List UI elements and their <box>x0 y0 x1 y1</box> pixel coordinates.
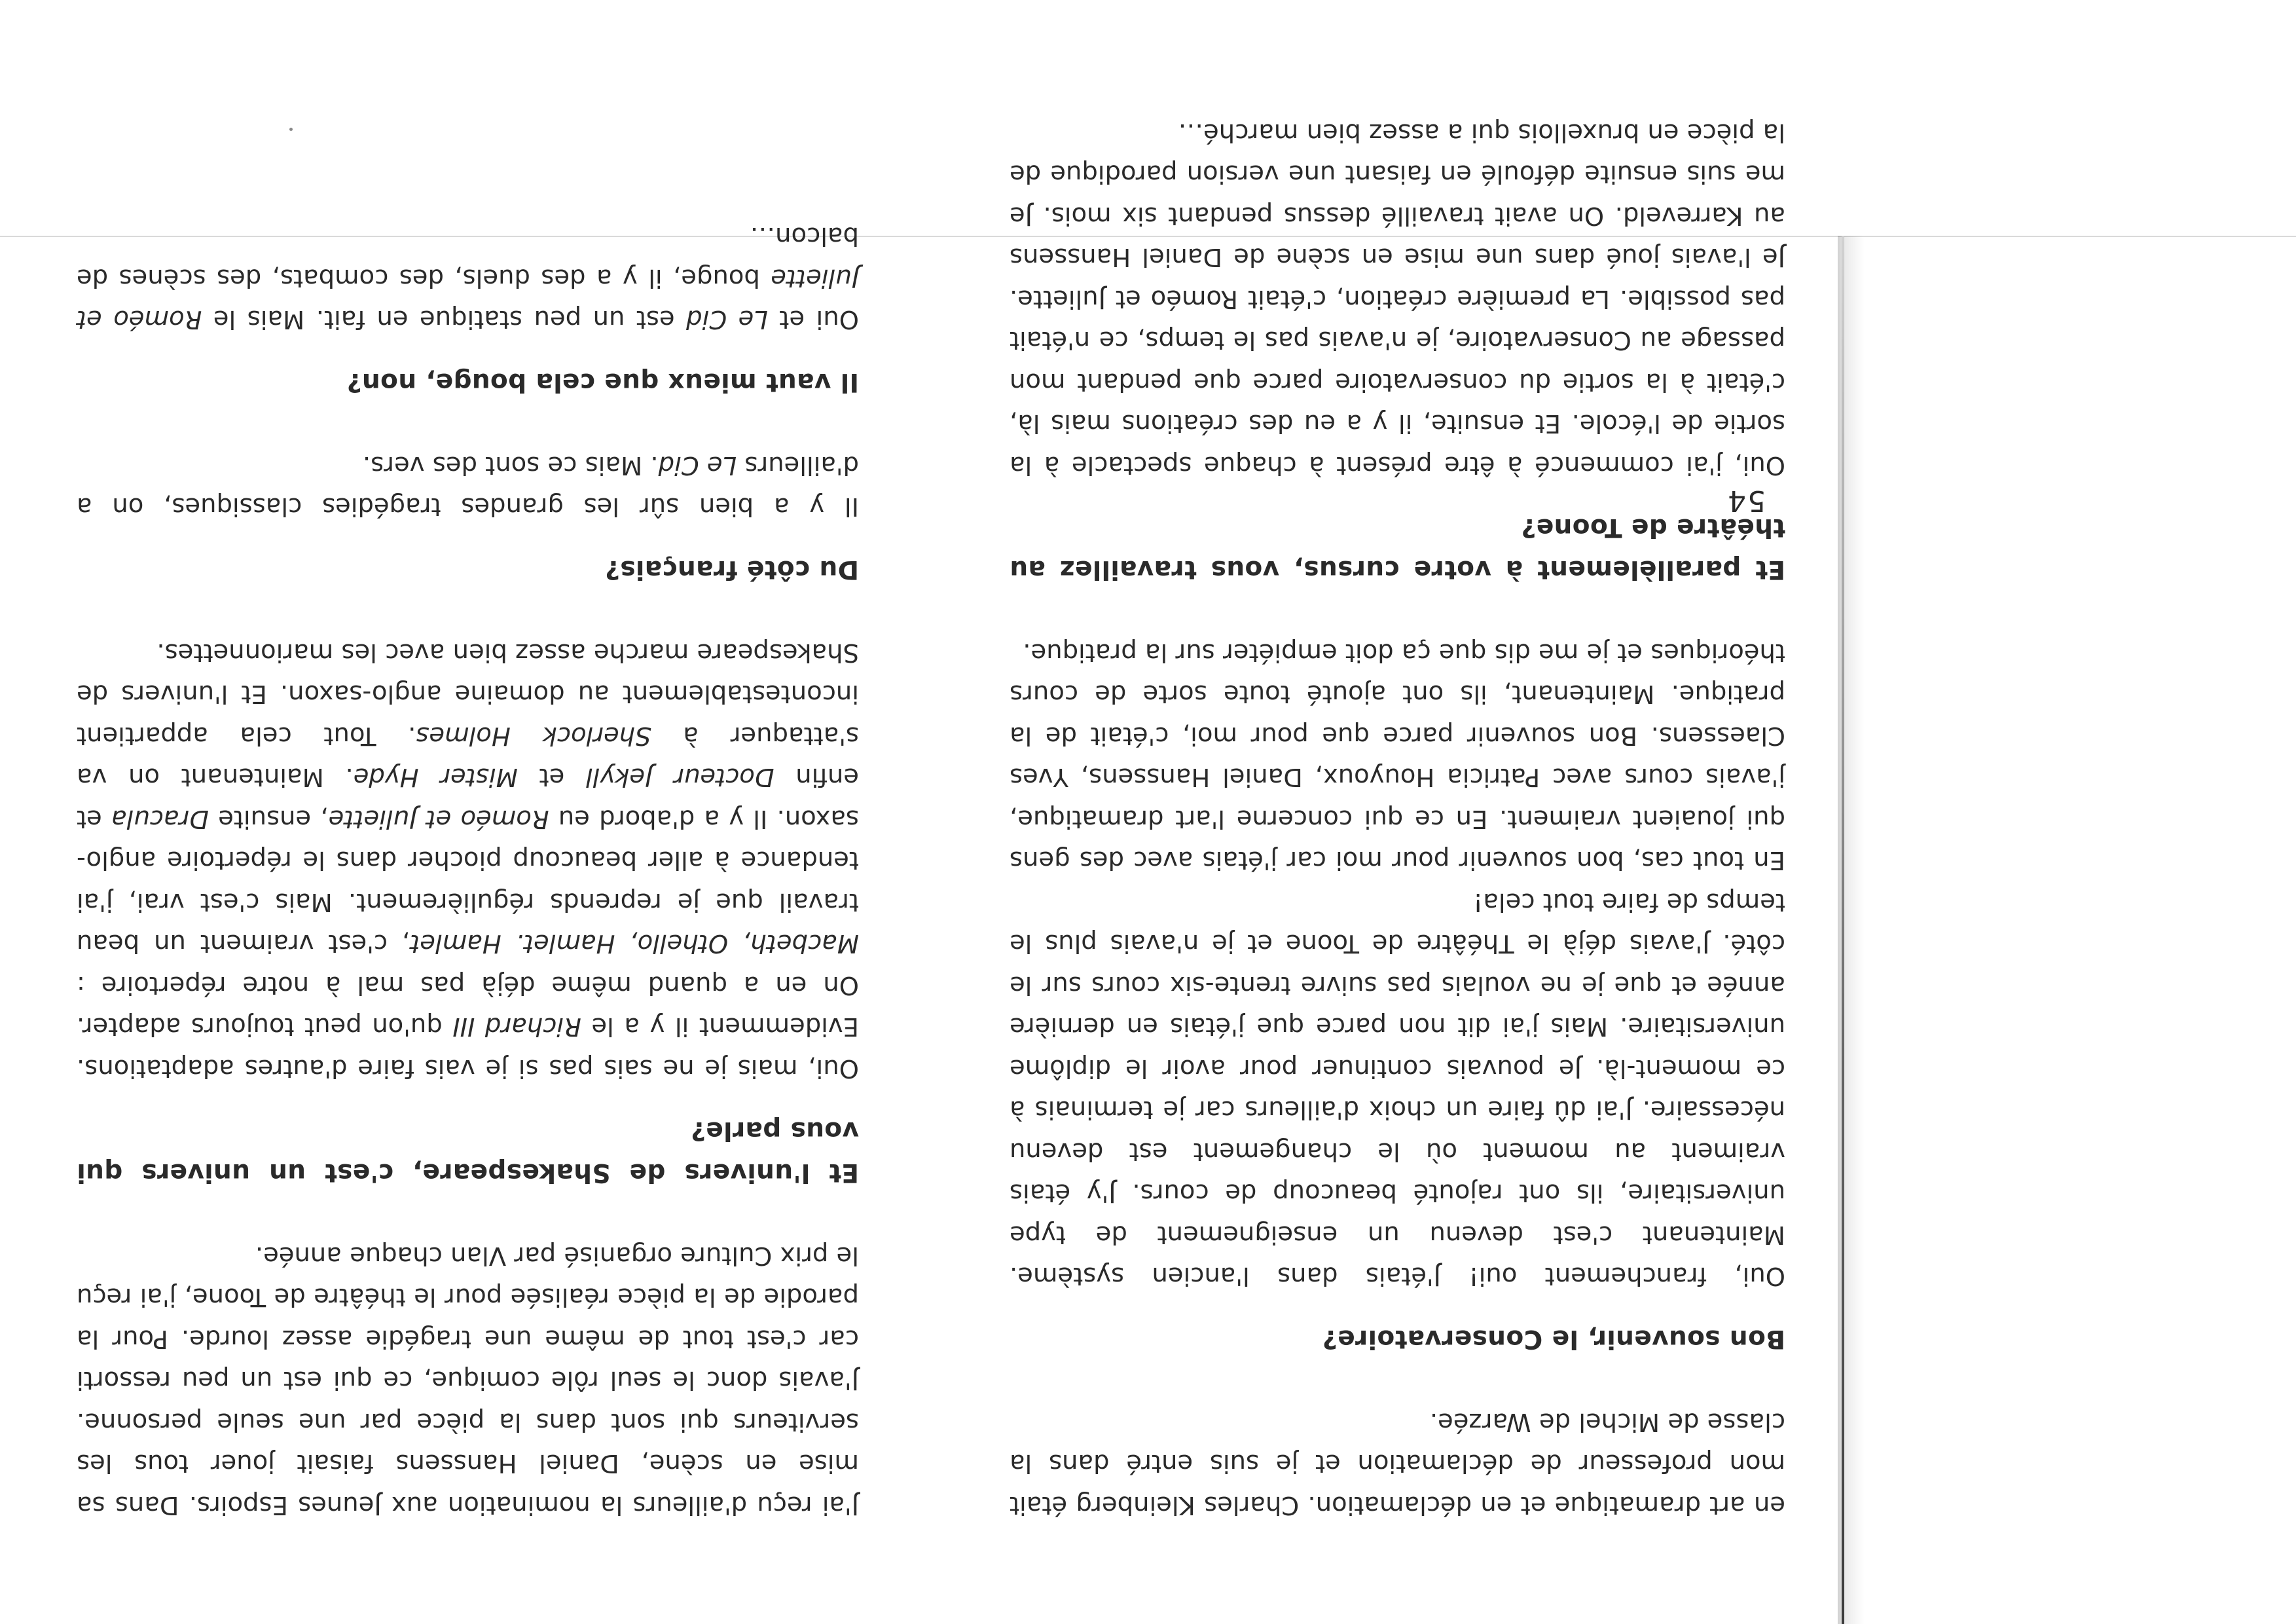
paragraph <box>77 215 859 341</box>
title-macbeth-othello-hamlet: Macbeth, Othello, Hamlet. Hamlet <box>410 929 859 959</box>
title-romeo: Roméo et Juliette <box>77 263 859 335</box>
paragraph: J'ai reçu d'ailleurs la nomination aux Jeunes Espoirs. Dans sa mise en scène, Daniel Hanssens faisait jouer tous les serviteurs qui sont dans la pièce par une seule personne. J'avais donc le seul rôle comique, ce qui est un peu ressorti car c'est tout de même une tragédie assez lourde. Pour la parodie de la pièce réalisée pour le théâtre de Toone, j'ai reçu le prix Culture organisé par Vlan chaque année. <box>77 1241 859 1520</box>
interview-question: Et parallèlement à votre cursus, vous travaillez au théâtre de Toone? <box>1010 513 1785 584</box>
text-run: , c'est vraiment un beau travail que je reprends régulièrement. Mais c'est vrai, j'ai tendance à aller beaucoup piocher dans le répertoire anglo-saxon. Il y a d'abord eu <box>76 804 859 959</box>
text-run: est un peu statique en fait. Mais le <box>202 304 687 335</box>
text-run: . Tout cela appartient incontestablement au domaine anglo-saxon. Et l'univers de Shakespeare marche assez bien avec les marionnettes. <box>77 638 859 750</box>
text-run: Il y a bien sûr les grandes tragédies classiques, on a d'ailleurs <box>77 451 859 522</box>
text-run: qu'on peut toujours adapter. On en a quand même déjà pas mal à notre répertoire : <box>76 970 859 1042</box>
title-dracula: Dracula <box>111 804 209 834</box>
text-run: Oui, mais je ne sais pas si je vais faire d'autres adaptations. Evidemment il y a le <box>77 1012 859 1083</box>
page-number: 54 <box>1726 484 1766 517</box>
book-binding <box>1842 236 1844 1624</box>
scan-speck <box>289 128 293 131</box>
paragraph <box>77 632 859 1090</box>
interview-question: Du côté français? <box>604 555 859 584</box>
interview-question: Il vaut mieux que cela bouge, non? <box>346 367 859 397</box>
interview-question: Bon souvenir, le Conservatoire? <box>1322 1324 1785 1354</box>
title-hyde: Mister Hyde <box>353 762 518 792</box>
paragraph: Oui, j'ai commencé à être présent à chaque spectacle à la sortie de l'école. Et ensuite, il y a eu des créations mais là, c'était à la sortie du conservatoire parce que pendant mon passage au Conservatoire, je n'avais pas le temps, ce n'était pas possible. La première création, c'était Roméo et Juliette. Je l'avais joué dans une mise en scène de Daniel Hanssens au Karreveld. On avait travaillé dessus pendant six mois. Je me suis ensuite défoulé en faisant une version parodique de la pièce en bruxellois qui a assez bien marché… <box>1010 118 1785 480</box>
text-run: et <box>517 762 586 792</box>
text-run: et enfin <box>77 762 859 834</box>
paragraph: Oui, franchement oui! J'étais dans l'ancien système. Maintenant c'est devenu un enseignement de type universitaire, ils ont rajouté beaucoup de cours. J'y étais vraiment au moment où le changement est devenu nécessaire. J'ai dû faire un choix d'ailleurs car je terminais à ce moment-là. Je pouvais continuer pour avoir le diplôme universitaire. Mais j'ai dit non parce que j'étais en dernière année et que je ne voulais pas suivre trente-six cours sur le côté. J'avais déjà le Théâtre de Toone et je n'avais plus le temps de faire tout cela! <box>1010 887 1785 1291</box>
text-run: bouge, il y a des duels, des combats, des scènes de balcon… <box>77 221 859 293</box>
paragraph: En tout cas, bon souvenir pour moi car j'étais avec des gens qui jouaient vraiment. En ce qui concerne l'art dramatique, j'avais cours avec Patricia Houyoux, Daniel Hanssens, Yves Claessens. Bon souvenir parce que pour moi, c'était de la pratique. Maintenant, ils ont ajouté toute sorte de cours théoriques et je me dis que ça doit empiéter sur la pratique. <box>1010 638 1785 876</box>
title-richard: Richard III <box>452 1012 581 1042</box>
title-cid: Le Cid <box>686 304 768 335</box>
text-run: . Maintenant on va s'attaquer à <box>76 721 859 792</box>
text-run: Oui et <box>767 304 859 335</box>
title-jekyll: Docteur Jekyll <box>586 762 774 792</box>
paragraph <box>77 445 859 528</box>
text-run: , ensuite <box>208 804 329 834</box>
paragraph: en art dramatique et en déclamation. Charles Kleinberg était mon professeur de déclamation et je suis entré dans la classe de Michel de Warzée. <box>1010 1407 1785 1520</box>
text-run: . Mais ce sont des vers. <box>362 451 659 480</box>
title-cid: Le Cid <box>658 451 737 480</box>
title-romeo: Roméo et Juliette <box>328 804 549 834</box>
interview-question: Et l'univers de Shakespeare, c'est un univers qui vous parle? <box>77 1116 859 1187</box>
right-column <box>77 215 859 1526</box>
left-column <box>1010 112 1785 1526</box>
title-sherlock: Sherlock Holmes <box>416 721 651 750</box>
